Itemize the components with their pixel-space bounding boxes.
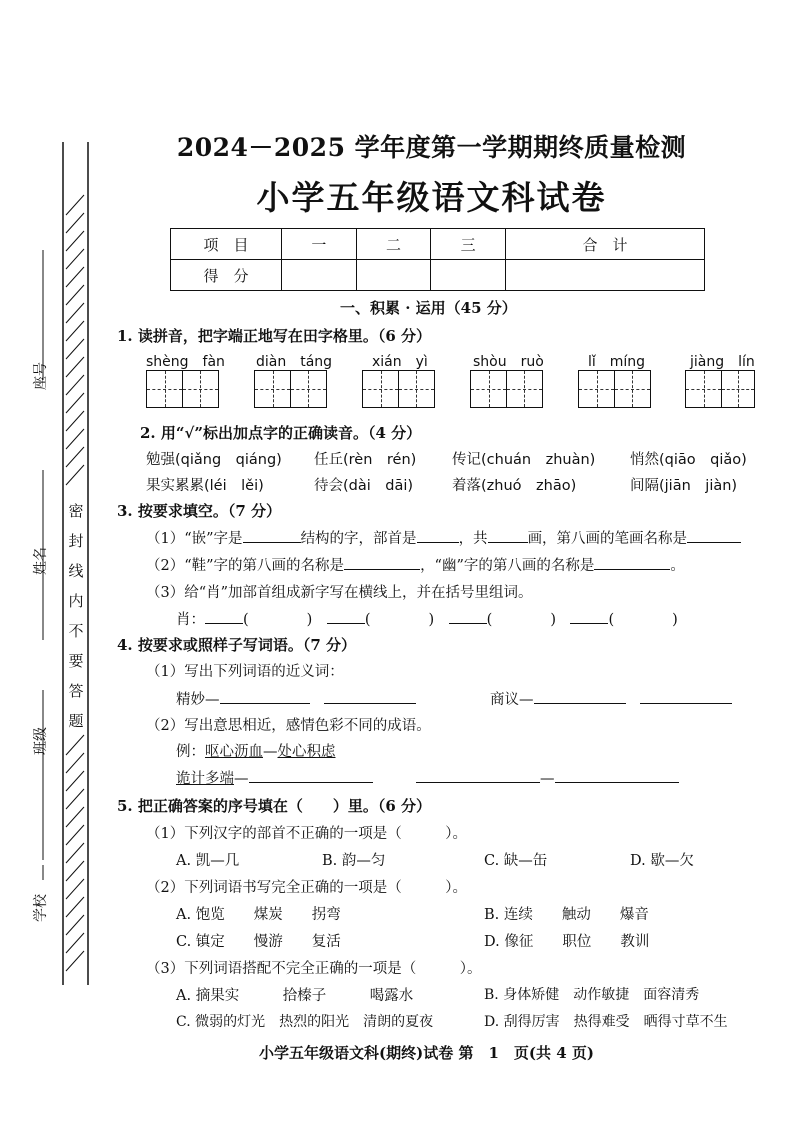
writing-grid[interactable]: [470, 370, 541, 408]
writing-grid[interactable]: [254, 370, 325, 408]
writing-grid[interactable]: [362, 370, 433, 408]
choice-option[interactable]: C. 缺—缶: [484, 853, 548, 869]
writing-grid[interactable]: [578, 370, 649, 408]
pinyin-label: lǐ míng: [588, 354, 646, 370]
choice-option[interactable]: B. 韵—匀: [322, 853, 386, 869]
score-table: [170, 228, 705, 291]
score-input-cell[interactable]: [505, 260, 704, 291]
q4-idiom-row: 诡计多端— —: [176, 767, 679, 788]
seal-text: [68, 496, 84, 736]
section-title: 一、积累 · 运用（45 分）: [340, 299, 517, 317]
score-input-cell[interactable]: [431, 260, 506, 291]
pinyin-label: xián yì: [372, 354, 428, 370]
score-table-header-row: [171, 229, 705, 260]
score-label-cell: 得 分: [171, 260, 282, 291]
score-input-cell[interactable]: [356, 260, 431, 291]
answer-blank[interactable]: [205, 609, 243, 624]
answer-blank[interactable]: [594, 555, 670, 570]
pinyin-label: shòu ruò: [473, 354, 544, 370]
reading-option[interactable]: 间隔(jiān jiàn): [630, 478, 738, 494]
score-header-cell: 合 计: [505, 229, 704, 260]
binding-lines: [0, 0, 100, 1121]
answer-blank[interactable]: [555, 768, 679, 783]
score-header-cell: 二: [356, 229, 431, 260]
choice-option[interactable]: C. 微弱的灯光 热烈的阳光 清朗的夏夜: [176, 1014, 434, 1030]
seal-char: 线: [68, 562, 84, 580]
score-header-cell: 项 目: [171, 229, 282, 260]
seal-char: 题: [68, 712, 84, 730]
pinyin-label: shèng fàn: [146, 354, 225, 370]
exam-subtitle: 小学五年级语文科试卷: [256, 178, 607, 217]
choice-option[interactable]: A. 摘果实 拾榛子 喝露水: [176, 988, 414, 1004]
answer-blank[interactable]: [488, 528, 528, 543]
choice-option[interactable]: D. 像征 职位 教训: [484, 934, 650, 950]
question-3-label: 3. 按要求填空。（7 分）: [117, 502, 282, 520]
question-4-label: 4. 按要求或照样子写词语。（7 分）: [117, 636, 357, 654]
choice-option[interactable]: B. 身体矫健 动作敏捷 面容清秀: [484, 987, 700, 1003]
question-1-label: 1. 读拼音，把字端正地写在田字格里。（6 分）: [117, 327, 432, 345]
q5-sub-3: （3）下列词语搭配不完全正确的一项是（ ）。: [146, 961, 482, 977]
answer-blank[interactable]: [249, 768, 373, 783]
answer-blank[interactable]: [243, 528, 301, 543]
seal-char: 内: [68, 592, 84, 610]
writing-grid[interactable]: [685, 370, 753, 408]
seal-char: 答: [68, 682, 84, 700]
school-label: 学校: [33, 894, 49, 922]
answer-blank[interactable]: [534, 689, 626, 704]
question-2-label: 2. 用“√”标出加点字的正确读音。（4 分）: [140, 424, 422, 442]
choice-option[interactable]: C. 镇定 慢游 复活: [176, 934, 341, 950]
score-header-cell: 三: [431, 229, 506, 260]
choice-option[interactable]: B. 连续 触动 爆音: [484, 907, 649, 923]
q4-synonym-row-2: 商议—: [490, 688, 732, 709]
q5-sub-1: （1）下列汉字的部首不正确的一项是（ ）。: [146, 826, 467, 842]
reading-option[interactable]: 着落(zhuó zhāo): [452, 478, 577, 494]
question-5-label: 5. 把正确答案的序号填在（ ）里。（6 分）: [117, 797, 432, 815]
reading-option[interactable]: 悄然(qiāo qiǎo): [630, 452, 747, 468]
score-header-cell: 一: [282, 229, 357, 260]
score-table-score-row: [171, 260, 705, 291]
q4-synonym-row: 精妙—: [176, 688, 416, 709]
choice-option[interactable]: D. 歇—欠: [630, 853, 694, 869]
answer-blank[interactable]: [449, 609, 487, 624]
answer-blank[interactable]: [324, 689, 416, 704]
reading-option[interactable]: 勉强(qiǎng qiáng): [146, 452, 282, 468]
answer-blank[interactable]: [416, 768, 540, 783]
answer-blank[interactable]: [570, 609, 608, 624]
seat-number-label: 座号: [33, 362, 49, 390]
seal-char: 要: [68, 652, 84, 670]
seal-char: 密: [68, 502, 84, 520]
pinyin-label: diàn táng: [256, 354, 333, 370]
pinyin-label: jiàng lín: [690, 354, 755, 370]
q3-line-1: （1）“嵌”字是 结构的字，部首是 ，共 画，第八画的笔画名称是: [146, 527, 741, 548]
q3-line-3: （3）给“肖”加部首组成新字写在横线上，并在括号里组词。: [146, 585, 533, 601]
reading-option[interactable]: 果实累累(léi lěi): [146, 478, 264, 494]
seal-char: 封: [68, 532, 84, 550]
q4-example: 例：呕心沥血—处心积虑: [176, 744, 336, 760]
answer-blank[interactable]: [687, 528, 741, 543]
answer-blank[interactable]: [220, 689, 310, 704]
exam-title: 2024－2025 学年度第一学期期终质量检测: [176, 133, 687, 162]
choice-option[interactable]: A. 凯—几: [176, 853, 240, 869]
page-footer: 小学五年级语文科(期终)试卷 第 1 页(共 4 页): [259, 1044, 594, 1062]
q4-part-1: （1）写出下列词语的近义词：: [146, 664, 344, 680]
answer-blank[interactable]: [417, 528, 459, 543]
reading-option[interactable]: 传记(chuán zhuàn): [452, 452, 596, 468]
choice-option[interactable]: A. 饱览 煤炭 拐弯: [176, 907, 341, 923]
q4-part-2: （2）写出意思相近，感情色彩不同的成语。: [146, 718, 431, 734]
choice-option[interactable]: D. 刮得厉害 热得难受 晒得寸草不生: [484, 1014, 728, 1030]
score-input-cell[interactable]: [282, 260, 357, 291]
writing-grid[interactable]: [146, 370, 217, 408]
reading-option[interactable]: 待会(dài dāi): [314, 478, 414, 494]
answer-blank[interactable]: [640, 689, 732, 704]
seal-char: 不: [68, 622, 84, 640]
q3-line-2: （2）“鞋”字的第八画的名称是 ，“幽”字的第八画的名称是 。: [146, 554, 685, 575]
class-label: 班级: [33, 727, 49, 755]
q3-line-4: 肖： ( ) ( ) ( ) ( ): [176, 608, 678, 629]
answer-blank[interactable]: [344, 555, 420, 570]
reading-option[interactable]: 任丘(rèn rén): [314, 452, 417, 468]
q5-sub-2: （2）下列词语书写完全正确的一项是（ ）。: [146, 880, 467, 896]
answer-blank[interactable]: [327, 609, 365, 624]
name-label: 姓名: [33, 547, 49, 575]
